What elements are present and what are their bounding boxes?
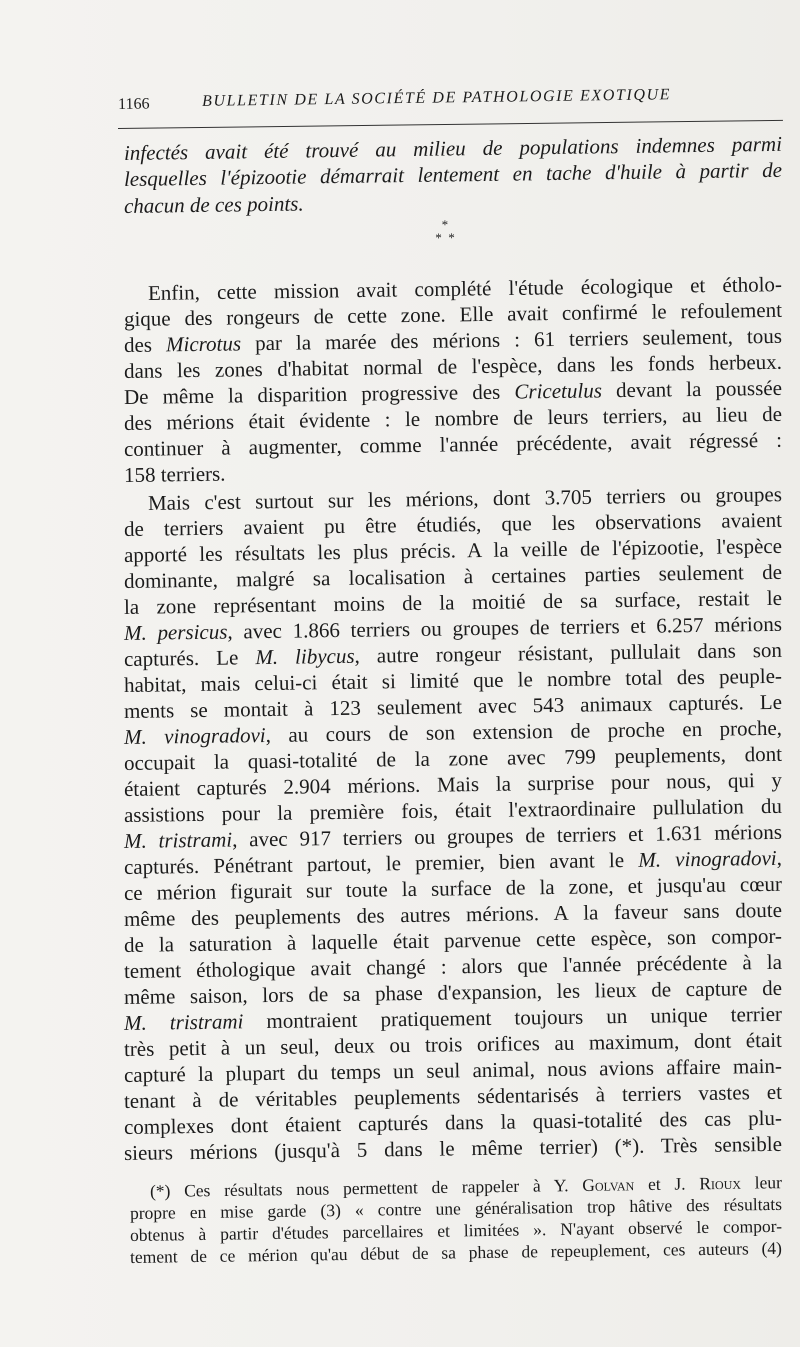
body-line: ce mérion figurait sur toute la surface de la zone, et jusqu'au cœur: [123, 871, 783, 905]
footnote-line: (*) Ces résultats nous permettent de rappeler à Y. Golvan et J. Rioux leur: [149, 1172, 783, 1201]
body-line: très petit à un seul, deux ou trois orifices au maximum, dont était: [123, 1027, 783, 1061]
top-line-2: lesquelles l'épizootie démarrait lentement en tache d'huile à partir de: [123, 157, 783, 191]
page-number: 1166: [118, 95, 150, 113]
body-line: de la saturation à laquelle était parvenue cette espèce, son compor-: [123, 923, 783, 957]
body-line: 158 terriers.: [123, 461, 226, 487]
body-line: M. tristrami montraient pratiquement toujours un unique terrier: [123, 1001, 783, 1035]
top-line-3: chacun de ces points.: [123, 191, 304, 218]
body-line: de terriers avaient pu être étudiés, que les observations avaient: [123, 507, 783, 541]
body-line: Enfin, cette mission avait complété l'étude écologique et étholo-: [147, 272, 783, 305]
body-line: M. persicus, avec 1.866 terriers ou groupes de terriers et 6.257 mérions: [123, 611, 783, 645]
body-line: assistions pour la première fois, était l'extraordinaire pullulation du: [123, 793, 783, 827]
body-line: M. vinogradovi, au cours de son extension de proche en proche,: [123, 715, 783, 749]
top-line-1: infectés avait été trouvé au milieu de populations indemnes parmi: [123, 131, 783, 165]
body-line: sieurs mérions (jusqu'à 5 dans le même terrier) (*). Très sensible: [123, 1131, 783, 1165]
journal-title: BULLETIN DE LA SOCIÉTÉ DE PATHOLOGIE EXOTIQUE: [201, 86, 672, 110]
body-line: capturés. Pénétrant partout, le premier, bien avant le M. vinogradovi,: [123, 845, 783, 879]
body-line: étaient capturés 2.904 mérions. Mais la surprise pour nous, qui y: [123, 767, 783, 801]
header-rule: [118, 120, 783, 129]
body-line: gique des rongeurs de cette zone. Elle avait confirmé le refoulement: [123, 297, 783, 331]
body-line: habitat, mais celui-ci était si limité que le nombre total des peuple-: [123, 663, 783, 697]
body-line: tement éthologique avait changé : alors que l'année précédente à la: [123, 949, 783, 983]
body-line: des Microtus par la marée des mérions : 61 terriers seulement, tous: [123, 323, 783, 357]
section-separator: * * *: [435, 216, 455, 246]
body-line: apporté les résultats les plus précis. A la veille de l'épizootie, l'espèce: [123, 533, 783, 567]
body-line: dominante, malgré sa localisation à certaines parties seulement de: [123, 559, 783, 593]
footnote-line: obtenus à partir d'études parcellaires et limitées ». N'ayant observé le compor-: [129, 1215, 783, 1245]
body-line: des mérions était évidente : le nombre de leurs terriers, au lieu de: [123, 401, 783, 435]
body-line: complexes dont étaient capturés dans la quasi-totalité des cas plu-: [123, 1105, 783, 1139]
footnote-line: tement de ce mérion qu'au début de sa phase de repeuplement, ces auteurs (4): [129, 1237, 783, 1267]
running-header: [118, 86, 783, 113]
body-line: même saison, lors de sa phase d'expansion, les lieux de capture de: [123, 975, 783, 1009]
body-line: tenant à de véritables peuplements sédentarisés à terriers vastes et: [123, 1079, 783, 1113]
body-line: De même la disparition progressive des Cricetulus devant la poussée: [123, 375, 783, 409]
body-line: continuer à augmenter, comme l'année précédente, avait régressé :: [123, 427, 783, 461]
body-line: ments se montait à 123 seulement avec 543 animaux capturés. Le: [123, 689, 783, 723]
body-line: Mais c'est surtout sur les mérions, dont 3.705 terriers ou groupes: [147, 482, 783, 515]
body-line: capturé la plupart du temps un seul animal, nous avions affaire main-: [123, 1053, 783, 1087]
body-line: capturés. Le M. libycus, autre rongeur résistant, pullulait dans son: [123, 637, 783, 671]
body-line: M. tristrami, avec 917 terriers ou groupes de terriers et 1.631 mérions: [123, 819, 783, 853]
footnote-line: propre en mise garde (3) « contre une généralisation trop hâtive des résultats: [129, 1193, 783, 1223]
body-line: la zone représentant moins de la moitié de sa surface, restait le: [123, 585, 783, 619]
body-line: occupait la quasi-totalité de la zone avec 799 peuplements, dont: [123, 741, 783, 775]
body-line: dans les zones d'habitat normal de l'espèce, dans les fonds herbeux.: [123, 349, 783, 383]
body-line: même des peuplements des autres mérions. A la faveur sans doute: [123, 897, 783, 931]
